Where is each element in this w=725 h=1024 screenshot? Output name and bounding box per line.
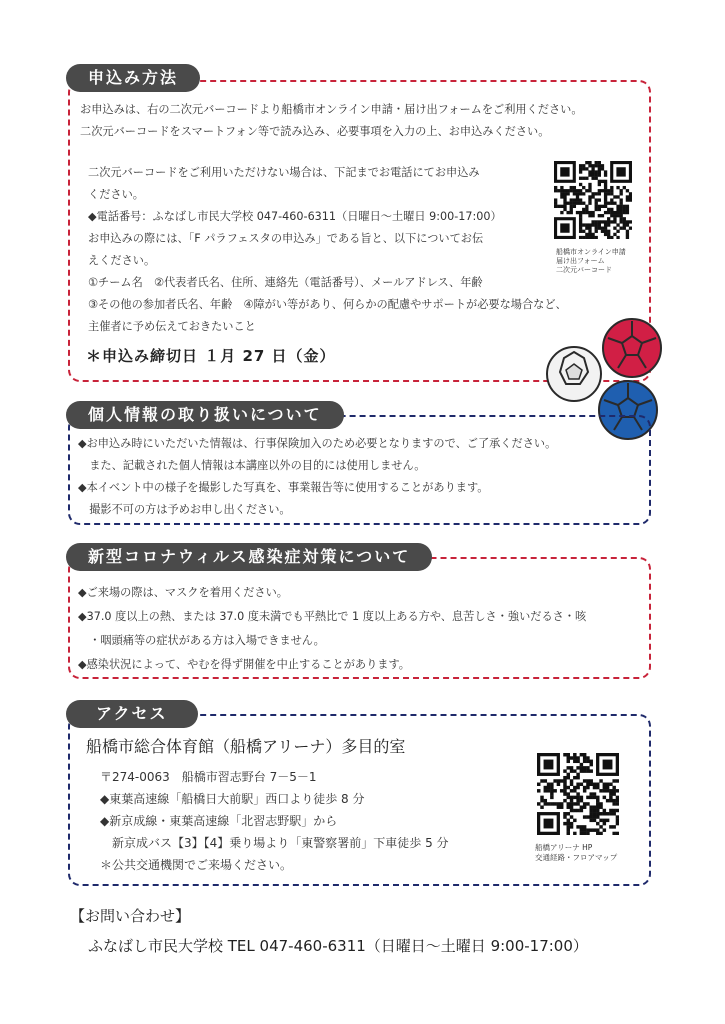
phone-line-8: 主催者に予め伝えておきたいこと: [88, 320, 256, 333]
privacy-line-1: ◆お申込み時にいただいた情報は、行事保険加入のため必要となりますので、ご了承ください。: [78, 437, 557, 450]
qr-caption-online-2: 届け出フォーム: [556, 257, 605, 265]
privacy-title: 個人情報の取り扱いについて: [66, 401, 344, 429]
covid-line-4: ◆感染状況によって、やむを得ず開催を中止することがあります。: [78, 658, 410, 671]
qr-caption-arena-1: 船橋アリーナ HP: [535, 843, 593, 852]
phone-line-6: ①チーム名 ②代表者氏名、住所、連絡先（電話番号）、メールアドレス、年齢: [88, 276, 483, 289]
access-note: ＊公共交通機関でご来場ください。: [100, 858, 293, 872]
access-route-2: ◆新京成線・東葉高速線「北習志野駅」から: [100, 814, 338, 828]
deadline: ＊申込み締切日 １月 27 日（金）: [86, 347, 336, 365]
qr-code-arena-hp[interactable]: [537, 753, 619, 835]
phone-line-5: えください。: [88, 254, 156, 267]
apply-line-2: 二次元バーコードをスマートフォン等で読み込み、必要事項を入力の上、お申込みください。: [80, 125, 550, 138]
venue-name: 船橋市総合体育館（船橋アリーナ）多目的室: [86, 737, 406, 756]
covid-line-2: ◆37.0 度以上の熱、または 37.0 度未満でも平熱比で 1 度以上ある方や、息苦しさ・強いだるさ・咳: [78, 610, 587, 623]
qr-caption-arena-2: 交通経路・フロアマップ: [535, 853, 618, 862]
phone-line-2: ください。: [88, 188, 144, 201]
phone-line-1: 二次元バーコードをご利用いただけない場合は、下記までお電話にてお申込み: [88, 166, 480, 179]
white-ball-icon: [544, 344, 604, 408]
access-route-1: ◆東葉高速線「船橋日大前駅」西口より徒歩 8 分: [100, 792, 365, 806]
qr-code-online-form[interactable]: [554, 161, 632, 239]
access-title: アクセス: [66, 700, 198, 728]
privacy-line-2: また、記載された個人情報は本講座以外の目的には使用しません。: [78, 459, 426, 472]
phone-line-3: ◆電話番号：ふなばし市民大学校 047-460-6311（日曜日〜土曜日 9:00-17:00）: [88, 210, 502, 223]
privacy-line-4: 撮影不可の方は予めお申し出ください。: [78, 503, 291, 516]
apply-line-1: お申込みは、右の二次元バーコードより船橋市オンライン申請・届け出フォームをご利用ください。: [80, 103, 583, 116]
contact-title: 【お問い合わせ】: [70, 907, 191, 925]
qr-caption-online-1: 船橋市オンライン申請: [556, 248, 626, 256]
qr-caption-online-3: 二次元バーコード: [556, 266, 612, 274]
red-ball-icon: [600, 316, 664, 384]
apply-title: 申込み方法: [66, 64, 200, 92]
covid-line-1: ◆ご来場の際は、マスクを着用ください。: [78, 586, 288, 599]
access-address: 〒274-0063 船橋市習志野台 7－5－1: [100, 770, 317, 784]
access-route-3: 新京成バス【3】【4】乗り場より「東警察署前」下車徒歩 5 分: [100, 836, 449, 850]
contact-line: ふなばし市民大学校 TEL 047-460-6311（日曜日〜土曜日 9:00-17:00）: [88, 937, 588, 955]
covid-title: 新型コロナウィルス感染症対策について: [66, 543, 432, 571]
phone-line-4: お申込みの際には、「F パラフェスタの申込み」である旨と、以下についてお伝: [88, 232, 484, 245]
privacy-line-3: ◆本イベント中の様子を撮影した写真を、事業報告等に使用することがあります。: [78, 481, 489, 494]
phone-line-7: ③その他の参加者氏名、年齢 ④障がい等があり、何らかの配慮やサポートが必要な場合など、: [88, 298, 567, 311]
covid-line-3: ・咽頭痛等の症状がある方は入場できません。: [78, 634, 325, 647]
